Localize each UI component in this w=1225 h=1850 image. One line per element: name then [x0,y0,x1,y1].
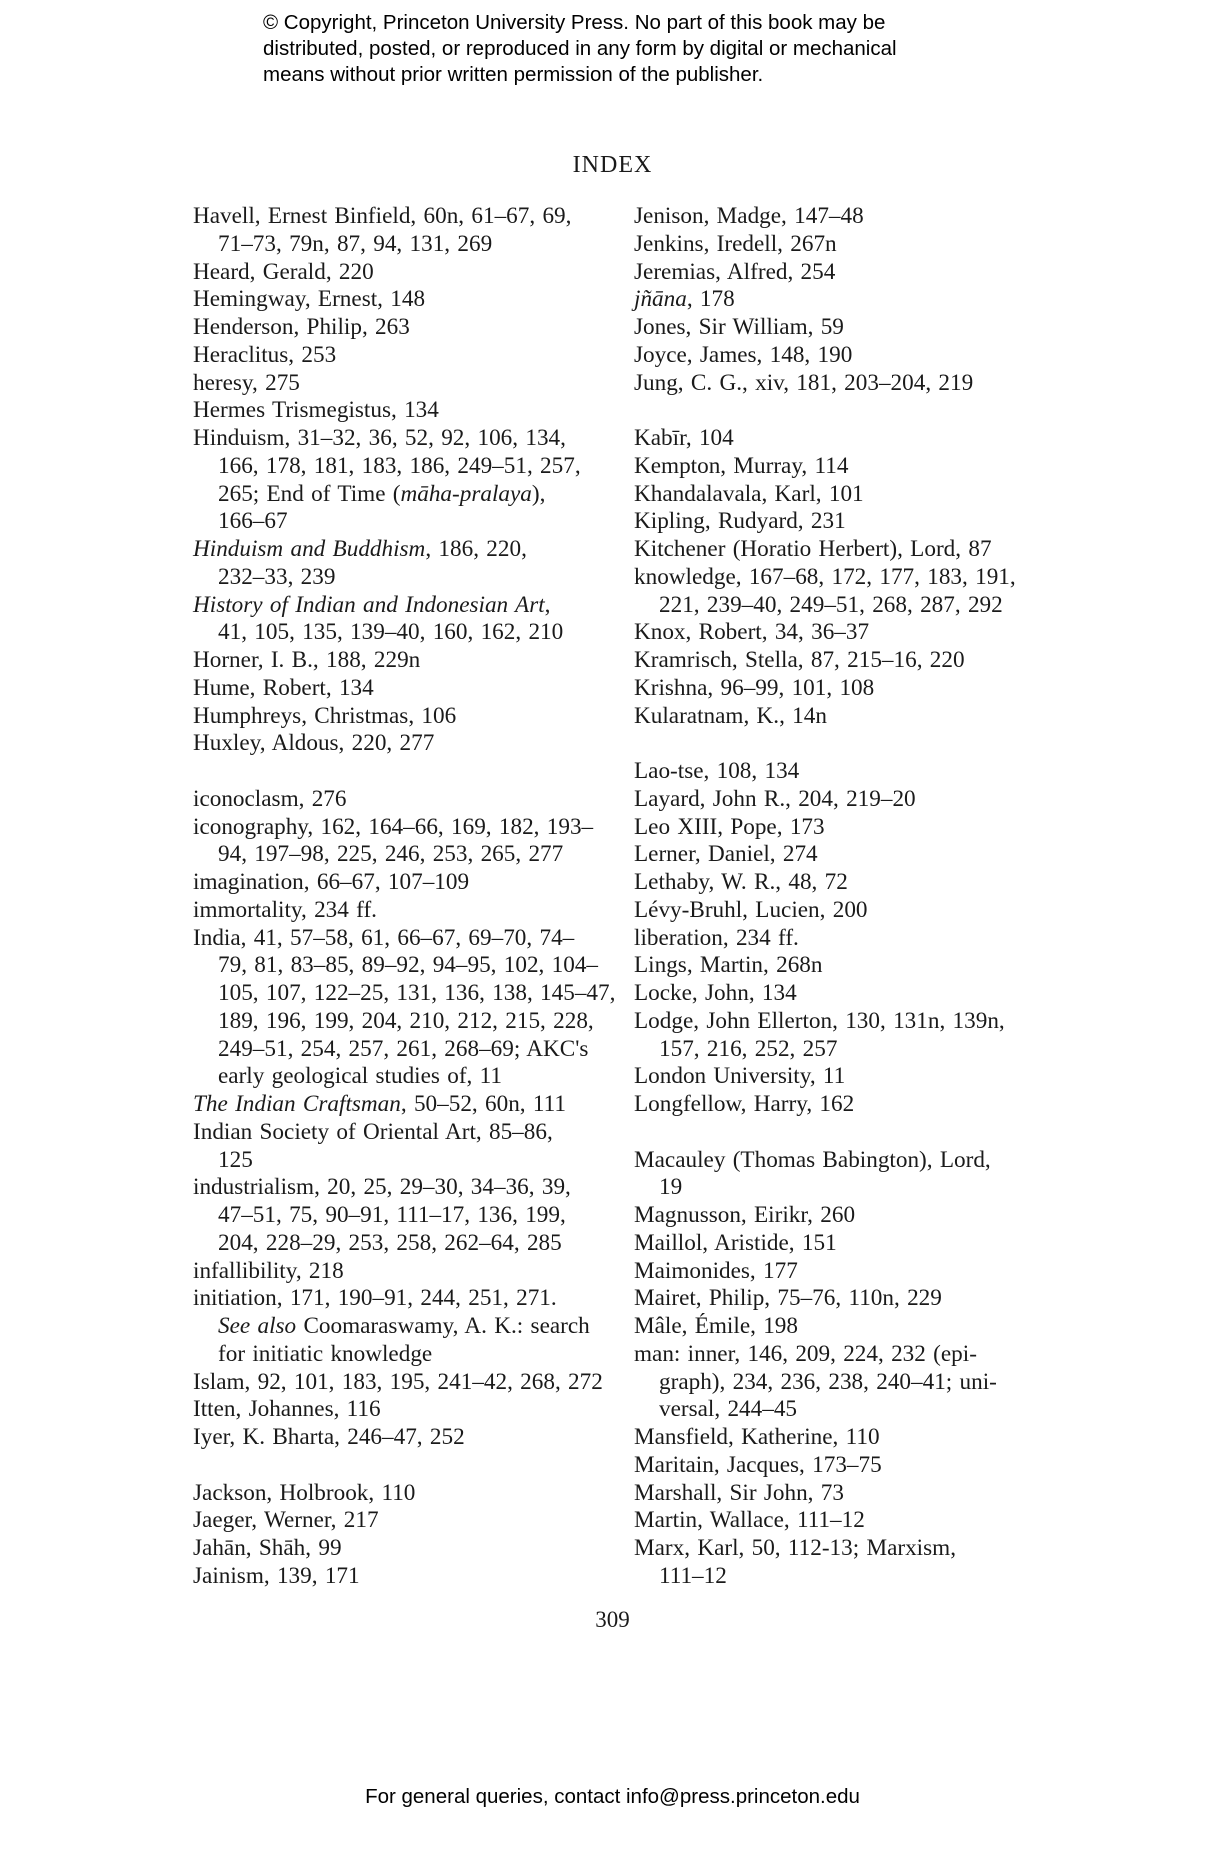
index-entry [634,342,1054,370]
index-entry-text: Horner, I. B., 188, 229n [193,647,421,673]
index-spacer [193,758,593,786]
index-entry-text: Henderson, Philip, 263 [193,314,410,340]
index-entry [634,453,1054,481]
index-entry [634,675,1054,703]
index-entry [634,231,1054,259]
index-entry [193,703,593,731]
index-entry-text: Mansfield, Katherine, 110 [634,1424,880,1450]
index-entry-continuation [193,952,598,980]
index-entry-text: 249–51, 254, 257, 261, 268–69; AKC's [218,1035,589,1062]
index-entry-continuation [193,453,593,481]
index-entry [193,1368,603,1397]
index-spacer [634,730,1054,758]
index-entry [193,1091,593,1119]
index-entry-text: 157, 216, 252, 257 [659,1035,838,1062]
index-entry-continuation [193,231,593,259]
index-entry-text: India, 41, 57–58, 61, 66–67, 69–70, 74– [193,924,575,951]
index-entry-continuation [193,1063,593,1091]
index-entry-continuation [193,508,593,536]
index-entry-text: Kramrisch, Stella, 87, 215–16, 220 [634,647,965,673]
index-entry [634,1507,1054,1535]
index-entry-text: Mâle, Émile, 198 [634,1313,798,1339]
index-entry [634,647,1054,675]
index-entry-continuation [193,481,593,509]
index-entry [193,1507,593,1535]
index-entry [634,1285,1054,1313]
index-entry-continuation [193,1008,593,1036]
index-entry [634,703,1054,731]
index-entry-text: Havell, Ernest Binfield, 60n, 61–67, 69, [193,203,572,229]
index-entry-text: 189, 196, 199, 204, 210, 212, 215, 228, [218,1007,594,1034]
index-entry [634,1424,1054,1452]
index-entry-text: iconoclasm, 276 [193,785,347,812]
index-entry-text: 79, 81, 83–85, 89–92, 94–95, 102, 104– [218,952,598,979]
index-entry-text: Longfellow, Harry, 162 [634,1091,855,1117]
copyright-line: © Copyright, Princeton University Press. No part of this book may be [263,11,886,34]
index-entry-text: initiation, 171, 190–91, 244, 251, 271. [193,1285,557,1312]
index-entry [634,980,1054,1008]
index-entry-text: 125 [218,1146,253,1173]
index-entry-text: Heard, Gerald, 220 [193,258,374,285]
index-entry-continuation [193,564,593,592]
index-entry [193,1285,593,1313]
copyright-line: means without prior written permission of the publisher. [263,63,764,86]
index-entry-continuation [634,1036,1054,1064]
index-column-left [193,203,616,1591]
index-entry-text: early geological studies of, 11 [218,1063,502,1090]
index-entry [634,536,1054,564]
index-entry [634,1230,1054,1258]
index-entry [193,647,593,675]
index-entry [193,869,593,897]
index-entry [634,425,1054,453]
index-entry-text: Hermes Trismegistus, 134 [193,397,439,424]
index-entry-text: Islam, 92, 101, 183, 195, 241–42, 268, 272 [193,1368,603,1395]
index-entry [634,841,1054,869]
index-entry [634,203,1054,231]
index-entry [193,1480,593,1508]
index-entry-text: Jones, Sir William, 59 [634,314,844,340]
index-entry-italic-text: jñāna [634,286,687,313]
index-entry-text: Martin, Wallace, 111–12 [634,1507,865,1534]
index-entry-text: Hinduism, 31–32, 36, 52, 92, 106, 134, [193,425,566,451]
index-entry-text: Marshall, Sir John, 73 [634,1479,844,1506]
index-entry-text: 221, 239–40, 249–51, 268, 287, 292 [659,591,1003,618]
index-entry-italic-text: The Indian Craftsman [193,1091,401,1117]
index-entry [634,1452,1054,1480]
index-entry [634,508,1054,536]
index-entry [634,1147,1054,1175]
index-entry [193,730,593,758]
index-entry [634,1341,1054,1369]
copyright-line: distributed, posted, or reproduced in any form by digital or mechanical [263,37,897,60]
index-entry-text: 19 [659,1174,683,1201]
index-entry [634,925,1054,953]
index-entry [193,1396,593,1424]
index-entry [634,1063,1054,1091]
index-entry-italic-text: See also [218,1313,297,1339]
index-entry-text: graph), 234, 236, 238, 240–41; uni- [659,1368,997,1395]
index-entry-continuation [193,980,616,1008]
index-entry-text: industrialism, 20, 25, 29–30, 34–36, 39, [193,1174,571,1201]
index-entry-text: Kitchener (Horatio Herbert), Lord, 87 [634,536,992,562]
index-entry-text: Humphreys, Christmas, 106 [193,702,457,729]
index-entry-text: Jainism, 139, 171 [193,1562,360,1589]
index-entry [634,1091,1054,1119]
index-entry-text: Mairet, Philip, 75–76, 110n, 229 [634,1285,942,1312]
index-entry-text: Knox, Robert, 34, 36–37 [634,619,870,646]
index-entry-text: Lao-tse, 108, 134 [634,758,800,784]
index-entry-text: Hemingway, Ernest, 148 [193,286,426,313]
index-entry-text: for initiatic knowledge [218,1340,433,1367]
index-entry [193,370,593,398]
index-entry-text: Jenison, Madge, 147–48 [634,203,864,229]
index-entry-text: Krishna, 96–99, 101, 108 [634,674,875,701]
index-entry-text: 47–51, 75, 90–91, 111–17, 136, 199, [218,1202,566,1228]
index-entry-text: 265; End of Time ( [218,480,401,507]
index-entry [193,1535,593,1563]
index-entry [193,536,593,564]
index-entry-text: 105, 107, 122–25, 131, 136, 138, 145–47, [218,980,616,1006]
index-entry-continuation [634,592,1054,620]
index-entry-text: Jung, C. G., xiv, 181, 203–204, 219 [634,369,974,396]
index-entry [634,259,1054,287]
index-entry [193,592,593,620]
index-entry-text: Jenkins, Iredell, 267n [634,230,837,257]
index-entry [634,786,1054,814]
index-entry [193,925,593,953]
index-entry [634,1480,1054,1508]
index-entry-text: Indian Society of Oriental Art, 85–86, [193,1118,553,1145]
index-entry-text: Huxley, Aldous, 220, 277 [193,730,435,757]
index-entry [193,1424,593,1452]
index-entry-text: Maritain, Jacques, 173–75 [634,1451,882,1478]
index-entry-text: Magnusson, Eirikr, 260 [634,1202,856,1228]
index-entry-continuation [193,1341,593,1369]
index-entry-text: 71–73, 79n, 87, 94, 131, 269 [218,230,493,257]
index-entry-text: Kularatnam, K., 14n [634,702,827,729]
index-entry-text: 94, 197–98, 225, 246, 253, 265, 277 [218,841,564,868]
page-number: 309 [595,1607,630,1632]
index-entry-text: London University, 11 [634,1063,846,1090]
index-entry-text: Joyce, James, 148, 190 [634,341,853,368]
index-entry [193,397,593,425]
index-spacer [634,397,1054,425]
index-entry [634,1258,1054,1286]
index-entry-text: Jackson, Holbrook, 110 [193,1479,416,1506]
index-entry [193,425,593,453]
index-entry-text: Hume, Robert, 134 [193,674,374,701]
index-entry [193,897,593,925]
index-entry-text: Lerner, Daniel, 274 [634,841,818,868]
index-entry-text: immortality, 234 ff. [193,896,377,923]
index-entry-text: 111–12 [659,1562,727,1589]
index-entry-text: , 186, 220, [425,536,527,562]
index-entry-italic-text: māha-pralaya [400,480,532,507]
index-entry-continuation [193,1202,593,1230]
index-entry-text: infallibility, 218 [193,1257,344,1284]
index-entry [634,952,1054,980]
index-entry-text: Layard, John R., 204, 219–20 [634,785,916,812]
index-entry-continuation [634,1396,1054,1424]
index-entry-text: 166–67 [218,508,288,535]
index-entry-text: 166, 178, 181, 183, 186, 249–51, 257, [218,452,581,479]
index-entry-text: liberation, 234 ff. [634,924,799,951]
index-entry [193,1258,593,1286]
index-entry [634,1535,1054,1563]
index-entry [634,758,1054,786]
index-entry [634,814,1054,842]
index-entry [634,314,1054,342]
index-entry [193,286,593,314]
copyright-notice [263,10,983,88]
index-entry-text: versal, 244–45 [659,1396,798,1423]
index-entry [193,675,593,703]
index-entry [634,286,1054,314]
index-entry-text: Heraclitus, 253 [193,341,337,368]
index-entry-text: Kipling, Rudyard, 231 [634,508,846,535]
index-entry-continuation [193,619,593,647]
index-entry-continuation [193,1147,593,1175]
index-entry-text: Maimonides, 177 [634,1257,798,1284]
index-entry-continuation [193,1230,593,1258]
index-spacer [193,1452,593,1480]
index-entry-text: , 178 [686,286,735,313]
index-entry-text: 204, 228–29, 253, 258, 262–64, 285 [218,1229,562,1256]
index-entry [634,1008,1054,1036]
index-entry [634,619,1054,647]
index-entry [634,869,1054,897]
index-entry [193,259,593,287]
index-entry-text: Lethaby, W. R., 48, 72 [634,869,848,895]
index-entry-text: Kabīr, 104 [634,425,734,451]
index-entry-text: 232–33, 239 [218,563,336,590]
index-entry-continuation [193,1036,593,1064]
index-entry-text: Khandalavala, Karl, 101 [634,480,864,507]
index-entry [634,481,1054,509]
index-entry-text: Jeremias, Alfred, 254 [634,258,836,285]
index-entry-text: Lings, Martin, 268n [634,952,823,979]
index-entry [193,314,593,342]
index-entry-text: Iyer, K. Bharta, 246–47, 252 [193,1424,465,1450]
index-entry-text: Lévy-Bruhl, Lucien, 200 [634,896,868,923]
index-entry-text: , [544,591,551,618]
index-entry [193,1563,593,1591]
index-entry-text: Maillol, Aristide, 151 [634,1229,837,1256]
index-entry-continuation [634,1563,1054,1591]
index-column-right [634,203,1054,1591]
index-entry-text: Macauley (Thomas Babington), Lord, [634,1146,991,1173]
index-entry-italic-text: Hinduism and Buddhism [193,536,426,562]
index-entry-continuation [634,1174,1054,1202]
index-entry [193,814,593,842]
index-entry-text: Locke, John, 134 [634,980,797,1006]
index-entry-text: Coomaraswamy, A. K.: search [296,1313,590,1339]
index-entry-text: Jahān, Shāh, 99 [193,1535,342,1561]
index-entry [634,897,1054,925]
index-entry-continuation [634,1369,1054,1397]
index-entry-text: iconography, 162, 164–66, 169, 182, 193– [193,813,594,840]
index-entry-text: Marx, Karl, 50, 112-13; Marxism, [634,1535,956,1561]
index-entry-text: Lodge, John Ellerton, 130, 131n, 139n, [634,1007,1005,1034]
index-entry [193,342,593,370]
index-entry-text: imagination, 66–67, 107–109 [193,869,470,895]
index-entry [634,370,1054,398]
index-entry-text: Leo XIII, Pope, 173 [634,813,825,840]
index-entry-text: knowledge, 167–68, 172, 177, 183, 191, [634,563,1016,590]
index-entry-continuation [193,1313,593,1341]
footer-contact: For general queries, contact info@press.princeton.edu [365,1785,860,1808]
index-spacer [634,1119,1054,1147]
index-entry-text: man: inner, 146, 209, 224, 232 (epi- [634,1340,977,1367]
index-entry [193,1174,593,1202]
page-title: INDEX [572,152,653,178]
index-entry-text: 41, 105, 135, 139–40, 160, 162, 210 [218,619,564,646]
index-entry [193,786,593,814]
index-entry-continuation [193,841,593,869]
index-entry-text: Itten, Johannes, 116 [193,1396,381,1423]
index-entry-italic-text: History of Indian and Indonesian Art [193,591,545,618]
index-entry [634,564,1054,592]
index-entry [634,1313,1054,1341]
index-entry-text: Jaeger, Werner, 217 [193,1507,379,1534]
index-entry [193,1119,593,1147]
index-entry-text: , 50–52, 60n, 111 [400,1091,566,1117]
index-entry-text: Kempton, Murray, 114 [634,452,849,479]
index-entry-text: heresy, 275 [193,369,300,396]
index-entry [193,203,593,231]
index-entry [634,1202,1054,1230]
index-entry-text: ), [531,480,546,507]
